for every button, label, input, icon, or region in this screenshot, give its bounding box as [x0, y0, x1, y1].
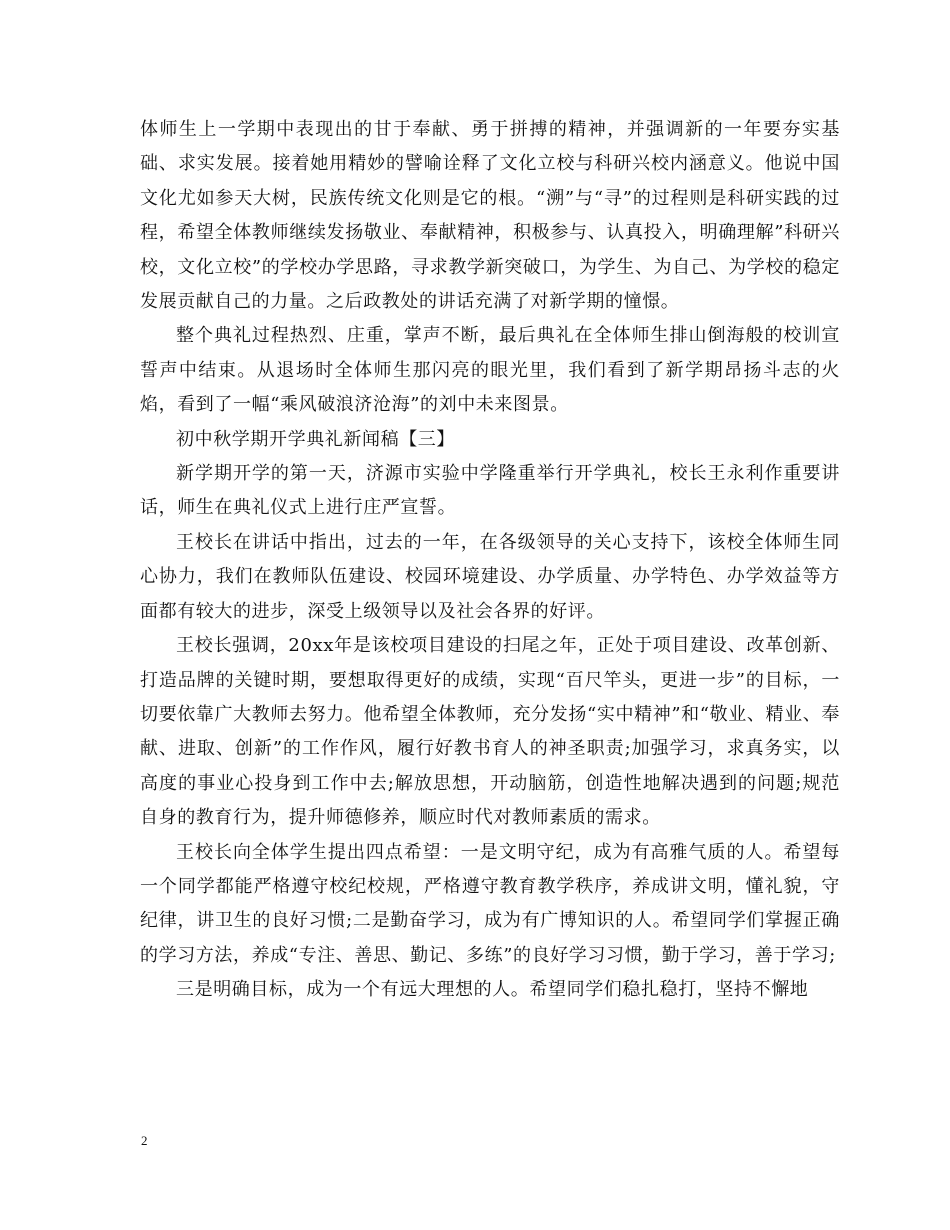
section-heading: 初中秋学期开学典礼新闻稿【三】 — [176, 428, 455, 450]
paragraph-opening-day: 新学期开学的第一天，济源市实验中学隆重举行开学典礼，校长王永利作重要讲话，师生在典礼仪式上进行庄严宣誓。 — [140, 463, 840, 519]
page-number: 2 — [141, 1133, 148, 1148]
paragraph-third-hope: 三是明确目标，成为一个有远大理想的人。希望同学们稳扎稳打，坚持不懈地 — [176, 979, 809, 1001]
paragraph-continued: 体师生上一学期中表现出的甘于奉献、勇于拼搏的精神，并强调新的一年要夯实基础、求实发展。接着她用精妙的譬喻诠释了文化立校与科研兴校内涵意义。他说中国文化尤如参天大树，民族传统文化则是它的根。“溯”与“寻”的过程则是科研实践的过程，希望全体教师继续发扬敬业、奉献精神，积极参与、认真投入，明确理解”科研兴校，文化立校”的学校办学思路，寻求教学新突破口，为学生、为自己、为学校的稳定发展贡献自己的力量。之后政教处的讲话充满了对新学期的憧憬。 — [140, 119, 840, 313]
document-body — [140, 113, 840, 1008]
paragraph-ceremony-summary: 整个典礼过程热烈、庄重，掌声不断，最后典礼在全体师生排山倒海般的校训宣誓声中结束。从退场时全体师生那闪亮的眼光里，我们看到了新学期昂扬斗志的火焰，看到了一幅“乘风破浪济沧海”的刘中未来图景。 — [140, 325, 840, 416]
paragraph-past-year: 王校长在讲话中指出，过去的一年，在各级领导的关心支持下，该校全体师生同心协力，我们在教师队伍建设、校园环境建设、办学质量、办学特色、办学效益等方面都有较大的进步，深受上级领导以及社会各界的好评。 — [140, 531, 840, 622]
paragraph-student-hopes: 王校长向全体学生提出四点希望：一是文明守纪，成为有高雅气质的人。希望每一个同学都能严格遵守校纪校规，严格遵守教育教学秩序，养成讲文明，懂礼貌，守纪律，讲卫生的良好习惯;二是勤奋学习，成为有广博知识的人。希望同学们掌握正确的学习方法，养成“专注、善思、勤记、多练”的良好学习习惯，勤于学习，善于学习; — [140, 841, 840, 966]
paragraph-teacher-emphasis: 王校长强调，20xx年是该校项目建设的扫尾之年，正处于项目建设、改革创新、打造品牌的关键时期，要想取得更好的成绩，实现“百尺竿头，更进一步”的目标，一切要依靠广大教师去努力。他希望全体教师，充分发扬“实中精神”和“敬业、精业、奉献、进取、创新”的工作作风，履行好教书育人的神圣职责;加强学习，求真务实，以高度的事业心投身到工作中去;解放思想，开动脑筋，创造性地解决遇到的问题;规范自身的教育行为，提升师德修养，顺应时代对教师素质的需求。 — [140, 635, 840, 829]
